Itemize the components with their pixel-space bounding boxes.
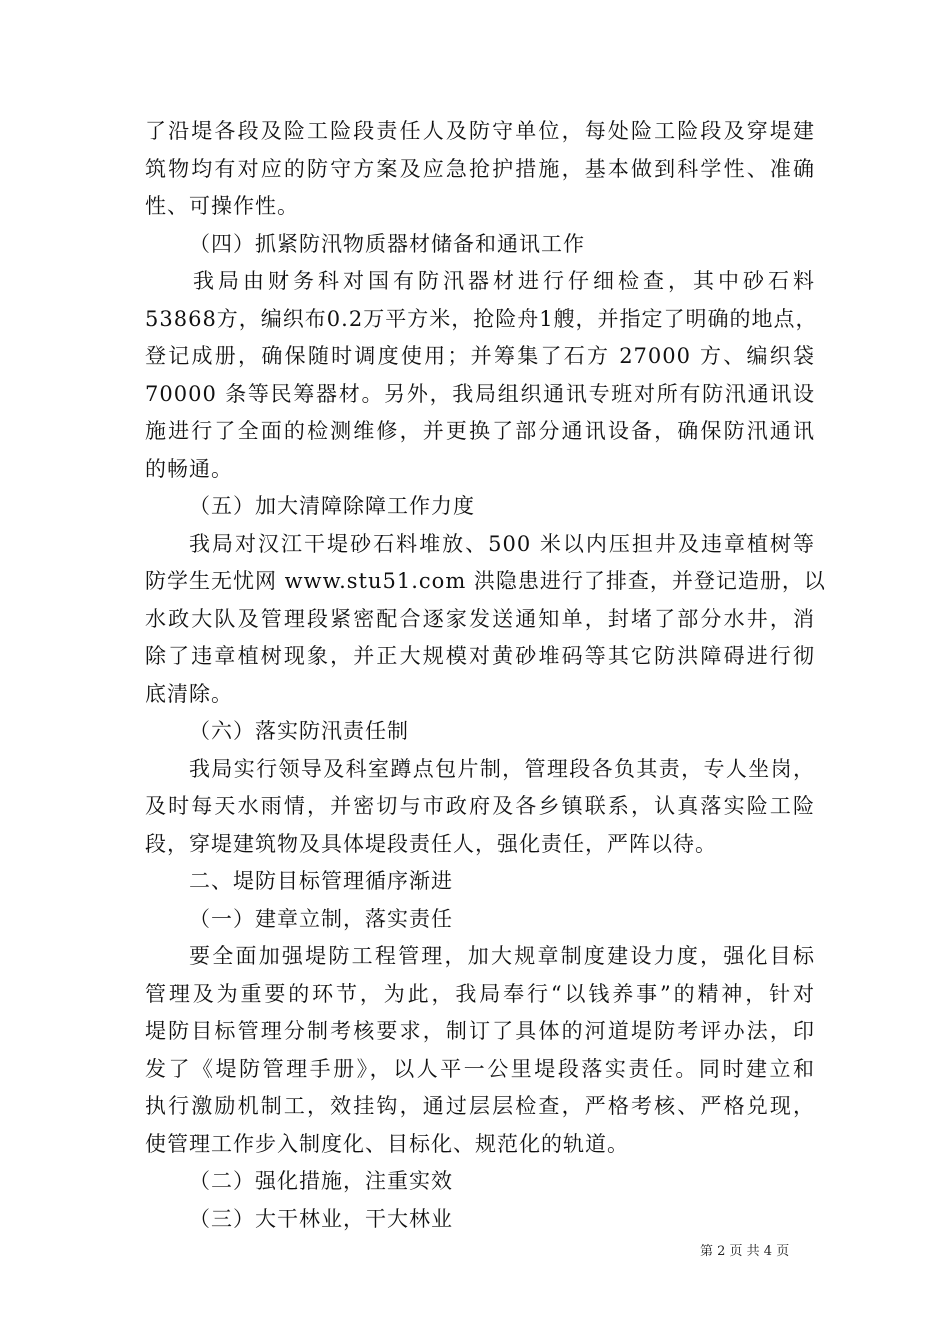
section-heading: （一）建章立制，落实责任 <box>189 906 453 931</box>
text-line: 性、可操作性。 <box>145 194 299 218</box>
paragraph-start: 我局对汉江干堤砂石料堆放、500 米以内压担井及违章植树等 <box>189 531 815 556</box>
text-line: 53868方，编织布0.2万平方米，抢险舟1艘，并指定了明确的地点， <box>145 306 818 331</box>
text-line: 底清除。 <box>145 681 233 706</box>
section-heading: （五）加大清障除障工作力度 <box>189 494 475 518</box>
section-heading: （三）大干林业，干大林业 <box>189 1206 453 1231</box>
section-heading: （六）落实防汛责任制 <box>189 719 409 743</box>
text-line: 的畅通。 <box>145 456 233 481</box>
document-body <box>145 113 826 1238</box>
text-line: 使管理工作步入制度化、目标化、规范化的轨道。 <box>145 1131 629 1156</box>
text-line: 段，穿堤建筑物及具体堤段责任人，强化责任，严阵以待。 <box>145 831 717 856</box>
text-line: 筑物均有对应的防守方案及应急抢护措施，基本做到科学性、准确 <box>145 156 815 181</box>
text-line: 水政大队及管理段紧密配合逐家发送通知单，封堵了部分水井，消 <box>145 606 815 631</box>
section-heading: （二）强化措施，注重实效 <box>189 1169 453 1193</box>
paragraph-start: 要全面加强堤防工程管理，加大规章制度建设力度，强化目标 <box>189 944 815 968</box>
text-line: 执行激励机制工，效挂钩，通过层层检查，严格考核、严格兑现， <box>145 1094 815 1118</box>
paragraph-start: 我局实行领导及科室蹲点包片制，管理段各负其责，专人坐岗， <box>189 756 815 781</box>
paragraph-start: 我局由财务科对国有防汛器材进行仔细检查，其中砂石料 <box>193 269 815 293</box>
text-line: 70000 条等民筹器材。另外，我局组织通讯专班对所有防汛通讯设 <box>145 381 815 406</box>
page-number: 第 2 页 共 4 页 <box>700 1244 790 1259</box>
chapter-heading: 二、堤防目标管理循序渐进 <box>189 869 453 893</box>
text-line: 登记成册，确保随时调度使用；并筹集了石方 27000 方、编织袋 <box>145 344 815 368</box>
text-line: 施进行了全面的检测维修，并更换了部分通讯设备，确保防汛通讯 <box>145 419 815 443</box>
text-line: 管理及为重要的环节，为此，我局奉行“以钱养事”的精神，针对 <box>145 981 815 1006</box>
text-line: 防学生无忧网 www.stu51.com 洪隐患进行了排查，并登记造册，以 <box>145 569 826 593</box>
text-line: 及时每天水雨情，并密切与市政府及各乡镇联系，认真落实险工险 <box>145 794 815 818</box>
text-line: 堤防目标管理分制考核要求，制订了具体的河道堤防考评办法，印 <box>145 1019 815 1043</box>
text-line: 除了违章植树现象，并正大规模对黄砂堆码等其它防洪障碍进行彻 <box>145 644 815 668</box>
text-line: 了沿堤各段及险工险段责任人及防守单位，每处险工险段及穿堤建 <box>145 119 815 143</box>
text-line: 发了《堤防管理手册》，以人平一公里堤段落实责任。同时建立和 <box>145 1056 815 1081</box>
section-heading: （四）抓紧防汛物质器材储备和通讯工作 <box>189 231 585 256</box>
